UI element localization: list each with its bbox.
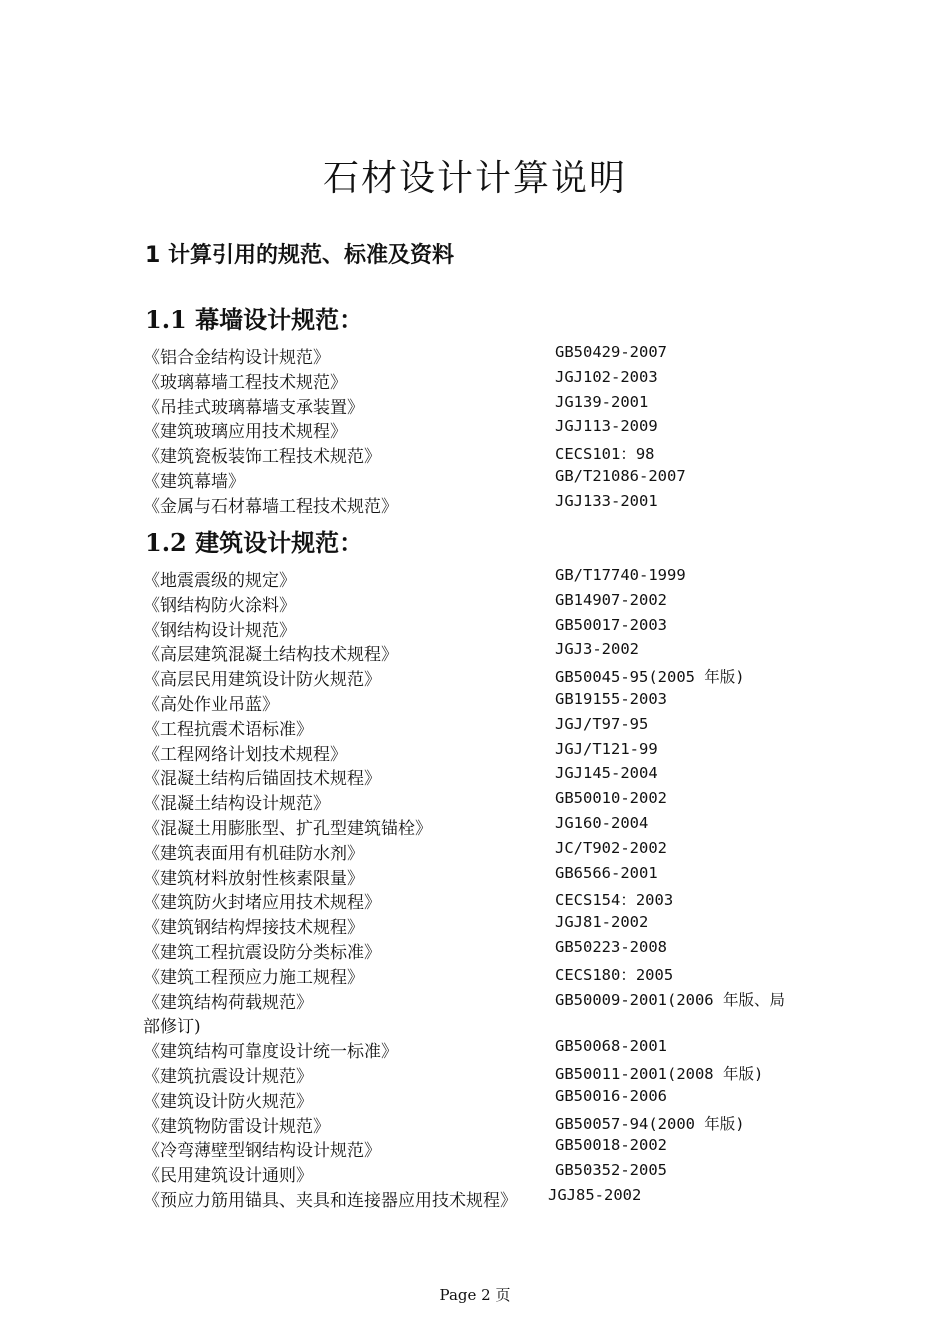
standard-row [143, 1035, 843, 1063]
standard-row [143, 564, 843, 589]
standard-row [143, 391, 843, 416]
standard-code: JGJ81-2002 [555, 913, 649, 932]
section-heading-1-2: 1.2 建筑设计规范： [145, 528, 364, 557]
standard-row [143, 1110, 843, 1135]
standard-row [143, 688, 843, 713]
standard-name: 部修订) [143, 1017, 201, 1038]
standard-code: GB50223-2008 [555, 937, 667, 956]
standard-code: GB50045-95(2005 年版) [555, 668, 745, 687]
standard-name: 《混凝土用膨胀型、扩孔型建筑锚栓》 [143, 818, 432, 839]
standard-name: 《混凝土结构设计规范》 [143, 794, 330, 815]
standard-row [143, 341, 843, 366]
standard-code: JGJ/T121-99 [555, 739, 658, 758]
standard-row [143, 1184, 843, 1209]
standard-name: 《建筑幕墙》 [143, 471, 245, 492]
standard-row [143, 787, 843, 815]
standard-name: 《铝合金结构设计规范》 [143, 348, 330, 368]
standard-row [143, 1159, 843, 1187]
standard-code: GB/T21086-2007 [555, 466, 686, 485]
standard-name: 《高层建筑混凝土结构技术规程》 [143, 645, 398, 666]
standard-code: GB6566-2001 [555, 863, 658, 882]
standard-row [143, 738, 843, 763]
standard-code: GB50017-2003 [555, 615, 667, 634]
standard-name: 《工程网络计划技术规程》 [143, 744, 347, 765]
standard-row [143, 862, 843, 887]
curtain-wall-standards-list [143, 341, 843, 515]
standard-code: JG160-2004 [555, 813, 649, 832]
standard-row [143, 812, 843, 837]
standard-row [143, 1060, 843, 1085]
standard-code: GB19155-2003 [555, 689, 667, 708]
standard-row [143, 465, 843, 490]
standard-row [143, 936, 843, 961]
standard-code: JGJ145-2004 [555, 764, 658, 783]
standard-row [143, 713, 843, 738]
standard-row [143, 837, 843, 862]
standard-code: GB50018-2002 [555, 1136, 667, 1155]
standard-row [143, 589, 843, 614]
standard-name: 《建筑结构荷载规范》 [143, 992, 313, 1013]
standard-code: JGJ102-2003 [555, 367, 658, 386]
standard-code: CECS101：98 [555, 445, 655, 464]
standard-code: JG139-2001 [555, 392, 649, 411]
standard-name: 《建筑抗震设计规范》 [143, 1066, 313, 1087]
standard-row [143, 911, 843, 939]
standard-code: JGJ85-2002 [548, 1185, 642, 1204]
standard-row [143, 415, 843, 443]
standard-name: 《建筑工程抗震设防分类标准》 [143, 942, 381, 963]
standard-row [143, 886, 843, 914]
building-standards-list [143, 564, 843, 1209]
standard-name: 《建筑瓷板装饰工程技术规范》 [143, 447, 381, 468]
standard-row [143, 1134, 843, 1162]
standard-name: 《地震震级的规定》 [143, 571, 296, 591]
standard-name: 《混凝土结构后锚固技术规程》 [143, 769, 381, 790]
standard-name: 《预应力筋用锚具、夹具和连接器应用技术规程》 [143, 1190, 517, 1211]
standard-code: GB/T17740-1999 [555, 566, 686, 584]
standard-name: 《建筑结构可靠度设计统一标准》 [143, 1042, 398, 1063]
standard-name: 《冷弯薄壁型钢结构设计规范》 [143, 1141, 381, 1162]
standard-name: 《建筑防火封堵应用技术规程》 [143, 893, 381, 914]
standard-name: 《民用建筑设计通则》 [143, 1166, 313, 1187]
page-title: 石材设计计算说明 [322, 158, 627, 199]
standard-row [143, 490, 843, 515]
standard-name: 《高层民用建筑设计防火规范》 [143, 670, 381, 691]
standard-code: CECS180：2005 [555, 965, 674, 984]
standard-row [143, 366, 843, 391]
standard-row [143, 1010, 843, 1038]
standard-name: 《建筑设计防火规范》 [143, 1091, 313, 1112]
standard-name: 《工程抗震术语标准》 [143, 719, 313, 740]
standard-code: GB50016-2006 [555, 1086, 667, 1105]
standard-name: 《钢结构设计规范》 [143, 620, 296, 641]
standard-row [143, 638, 843, 666]
standard-code: GB50011-2001(2008 年版) [555, 1064, 764, 1083]
standard-name: 《建筑钢结构焊接技术规程》 [143, 918, 364, 939]
standard-row [143, 440, 843, 468]
standard-code: GB50057-94(2000 年版) [555, 1114, 745, 1133]
standard-code: GB14907-2002 [555, 590, 667, 609]
standard-row [143, 1085, 843, 1110]
standard-name: 《建筑材料放射性核素限量》 [143, 868, 364, 889]
standard-name: 《建筑玻璃应用技术规程》 [143, 422, 347, 443]
standard-name: 《建筑表面用有机硅防水剂》 [143, 843, 364, 864]
section-heading-1: 1 计算引用的规范、标准及资料 [145, 243, 454, 268]
standard-row [143, 961, 843, 986]
standard-code: CECS154：2003 [555, 891, 674, 910]
standard-code: GB50010-2002 [555, 789, 667, 808]
standard-code: JGJ133-2001 [555, 491, 658, 510]
standard-code: GB50009-2001(2006 年版、局 [555, 990, 785, 1009]
section-heading-1-1: 1.1 幕墙设计规范： [145, 305, 364, 334]
standard-name: 《钢结构防火涂料》 [143, 595, 296, 616]
standard-row [143, 986, 843, 1011]
standard-code: GB50068-2001 [555, 1037, 667, 1056]
standard-code: GB50352-2005 [555, 1161, 667, 1180]
standard-name: 《吊挂式玻璃幕墙支承装置》 [143, 397, 364, 418]
standard-name: 《玻璃幕墙工程技术规范》 [143, 372, 347, 393]
standard-name: 《建筑物防雷设计规范》 [143, 1116, 330, 1137]
standard-name: 《金属与石材幕墙工程技术规范》 [143, 496, 398, 517]
standard-code: JC/T902-2002 [555, 838, 667, 857]
page-number: Page 2 页 [439, 1286, 511, 1304]
standard-name: 《建筑工程预应力施工规程》 [143, 967, 364, 988]
standard-code: JGJ/T97-95 [555, 714, 649, 733]
standard-code: JGJ113-2009 [555, 417, 658, 436]
standard-code: GB50429-2007 [555, 343, 667, 361]
standard-name: 《高处作业吊蓝》 [143, 694, 279, 715]
standard-row [143, 762, 843, 790]
standard-row [143, 663, 843, 691]
standard-code: JGJ3-2002 [555, 640, 639, 659]
standard-row [143, 614, 843, 639]
